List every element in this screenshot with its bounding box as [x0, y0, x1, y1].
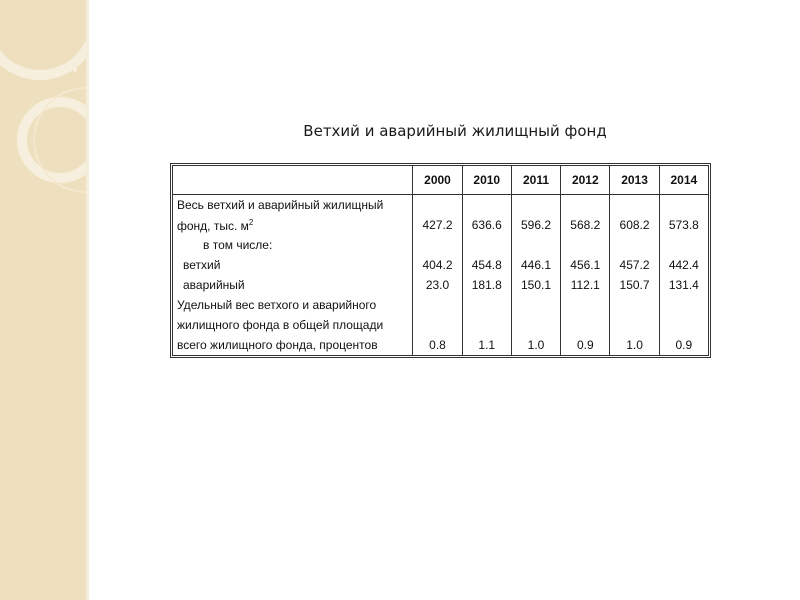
table-row [173, 295, 708, 315]
table-cell: 457.2 [610, 255, 659, 275]
row-label: ветхий [183, 258, 221, 272]
table-cell: 404.2 [413, 255, 462, 275]
year-header-2010: 2010 [462, 166, 511, 195]
table-cell: 427.2 [413, 215, 462, 235]
table-cell: 181.8 [462, 275, 511, 295]
table-cell: 636.6 [462, 215, 511, 235]
table-cell: 150.1 [511, 275, 560, 295]
year-header-2000: 2000 [413, 166, 462, 195]
table-cell: 1.1 [462, 335, 511, 355]
table-cell: 23.0 [413, 275, 462, 295]
table-cell: 0.8 [413, 335, 462, 355]
table-cell: 573.8 [659, 215, 708, 235]
year-header-2012: 2012 [561, 166, 610, 195]
row-label: фонд, тыс. $м^2$ [177, 217, 254, 233]
housing-table [173, 166, 708, 355]
table-header-row [173, 166, 708, 195]
decorative-circles-icon [0, 0, 86, 600]
table-cell: 596.2 [511, 215, 560, 235]
housing-table-frame [170, 163, 711, 358]
table-cell: 568.2 [561, 215, 610, 235]
table-row [173, 235, 708, 255]
table-cell: 0.9 [659, 335, 708, 355]
year-header-2013: 2013 [610, 166, 659, 195]
table-cell: 608.2 [610, 215, 659, 235]
table-row [173, 335, 708, 355]
table-cell: 456.1 [561, 255, 610, 275]
table-cell: 1.0 [610, 335, 659, 355]
decorative-side-panel [0, 0, 86, 600]
table-header-label-cell [173, 166, 413, 195]
table-cell: 454.8 [462, 255, 511, 275]
year-header-2014: 2014 [659, 166, 708, 195]
table-cell: 1.0 [511, 335, 560, 355]
table-row [173, 275, 708, 295]
row-label: в том числе: [203, 238, 273, 252]
table-row [173, 215, 708, 235]
table-row [173, 315, 708, 335]
table-cell: 442.4 [659, 255, 708, 275]
slide-title: Ветхий и аварийный жилищный фонд [303, 122, 607, 140]
table-cell: 446.1 [511, 255, 560, 275]
row-label: Удельный вес ветхого и аварийного [177, 298, 377, 312]
year-header-2011: 2011 [511, 166, 560, 195]
table-cell: 150.7 [610, 275, 659, 295]
table-row [173, 255, 708, 275]
row-label: Весь ветхий и аварийный жилищный [177, 198, 384, 212]
table-row [173, 195, 708, 216]
row-label: аварийный [183, 278, 245, 292]
panel-divider [86, 0, 89, 600]
table-cell: 131.4 [659, 275, 708, 295]
table-cell: 112.1 [561, 275, 610, 295]
row-label: всего жилищного фонда, процентов [177, 338, 378, 352]
table-cell: 0.9 [561, 335, 610, 355]
row-label: жилищного фонда в общей площади [177, 318, 384, 332]
